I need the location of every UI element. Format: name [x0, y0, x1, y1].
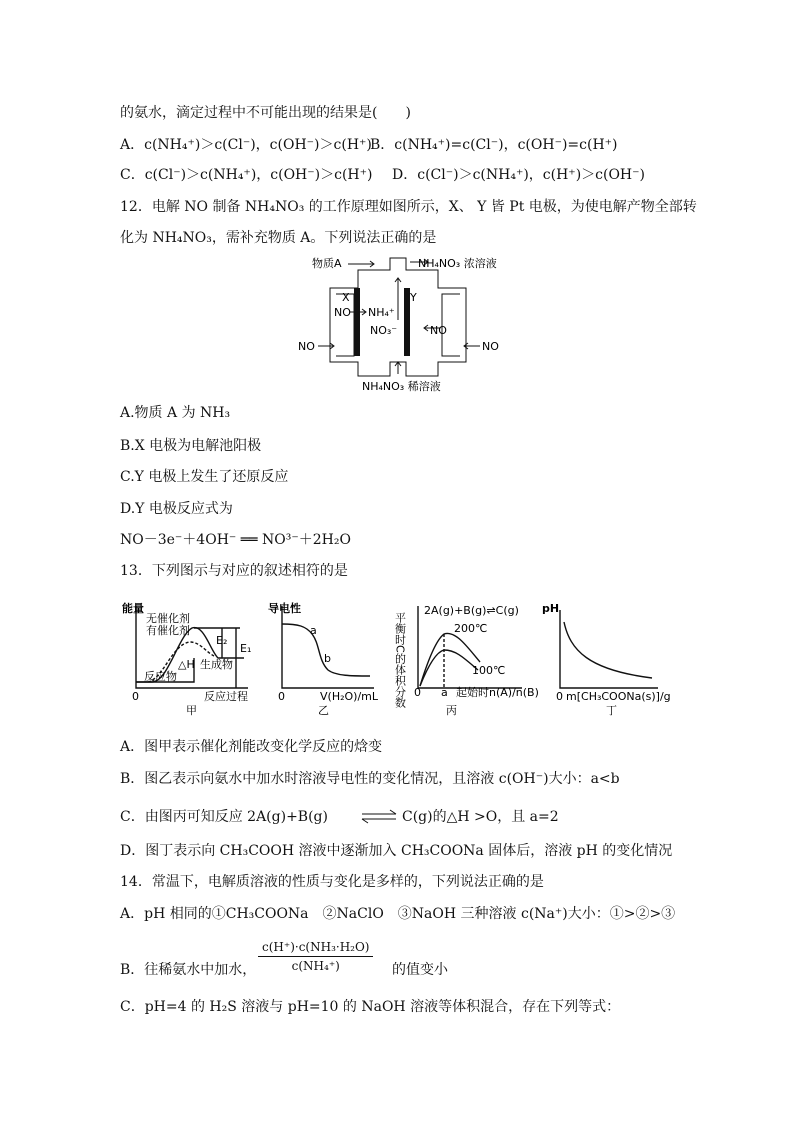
bing-xlabel: 起始时n(A)/n(B): [456, 686, 539, 699]
option-c-13-part2: C(g)的△H >O，且 a=2: [402, 809, 559, 825]
jia-e2: E₂: [216, 634, 228, 647]
figure-yi: [262, 600, 382, 718]
bing-reaction: 2A(g)+B(g)⇌C(g): [424, 604, 519, 617]
figure-jia: [118, 600, 258, 718]
fraction-denominator: c(NH₄⁺): [291, 959, 340, 973]
option-b-14-part1: B．往稀氨水中加水，: [120, 962, 257, 978]
yi-point-a: a: [310, 624, 317, 637]
option-b-12: B.X 电极为电解池阳极: [120, 438, 262, 454]
nh4-ion: NH₄⁺: [368, 306, 395, 319]
feed-label: NH₄NO₃ 稀溶液: [362, 380, 441, 393]
bing-a: a: [441, 686, 448, 699]
ding-xlabel: m[CH₃COONa(s)]/g: [566, 690, 671, 703]
option-c-13-part1: C．由图丙可知反应 2A(g)+B(g): [120, 809, 328, 825]
substance-a-label: 物质A: [312, 257, 342, 270]
option-b-11: B．c(NH₄⁺)=c(Cl⁻)，c(OH⁻)=c(H⁺): [370, 137, 618, 153]
bing-t200: 200℃: [454, 622, 488, 635]
question-14: 14．常温下，电解质溶液的性质与变化是多样的，下列说法正确的是: [120, 874, 544, 890]
figure-bing: [393, 600, 539, 718]
option-c-11: C．c(Cl⁻)＞c(NH₄⁺)，c(OH⁻)＞c(H⁺): [120, 167, 373, 183]
option-a-13: A．图甲表示催化剂能改变化学反应的焓变: [120, 739, 383, 755]
no-inner-right: NO: [430, 324, 447, 337]
electrode-x-label: X: [342, 291, 350, 304]
question-12-line2: 化为 NH₄NO₃，需补充物质 A。下列说法正确的是: [120, 230, 437, 246]
option-c-12: C.Y 电极上发生了还原反应: [120, 469, 289, 485]
option-a-11: A．c(NH₄⁺)＞c(Cl⁻)，c(OH⁻)＞c(H⁺): [120, 137, 372, 153]
option-d-12: D.Y 电极反应式为: [120, 501, 233, 517]
option-a-14: A．pH 相同的①CH₃COONa ②NaClO ③NaOH 三种溶液 c(Na⁺)大小：①>②>③: [120, 906, 676, 922]
option-b-14-part2: 的值变小: [392, 962, 448, 978]
equilibrium-arrow: [360, 808, 400, 824]
question-13: 13．下列图示与对应的叙述相符的是: [120, 563, 348, 579]
yi-xlabel: V(H₂O)/mL: [320, 690, 378, 703]
line-continuation: 的氨水，滴定过程中不可能出现的结果是( ): [120, 105, 411, 121]
yi-origin: 0: [278, 690, 285, 703]
jia-caption: 甲: [186, 704, 197, 717]
jia-dh: △H: [178, 658, 195, 671]
jia-xlabel: 反应过程: [204, 690, 248, 703]
ding-caption: 丁: [606, 704, 617, 717]
option-d-13: D．图丁表示向 CH₃COOH 溶液中逐渐加入 CH₃COONa 固体后，溶液 pH 的变化情况: [120, 843, 673, 859]
equation-12: NO－3e⁻＋4OH⁻ ══ NO³⁻＋2H₂O: [120, 532, 351, 548]
yi-point-b: b: [324, 652, 331, 665]
electrolysis-cell-diagram: [290, 250, 520, 395]
jia-e1: E₁: [240, 642, 252, 655]
jia-curve2: 有催化剂: [146, 624, 190, 637]
bing-origin: 0: [414, 686, 421, 699]
option-d-11: D．c(Cl⁻)＞c(NH₄⁺)，c(H⁺)＞c(OH⁻): [392, 167, 645, 183]
jia-reactant: 反应物: [144, 670, 177, 683]
fraction-numerator: c(H⁺)·c(NH₃·H₂O): [258, 940, 373, 957]
option-b-13: B．图乙表示向氨水中加水时溶液导电性的变化情况，且溶液 c(OH⁻)大小：a<b: [120, 771, 620, 787]
concentration-fraction: [258, 940, 373, 973]
bing-t100: 100℃: [472, 664, 506, 677]
ding-origin: 0: [556, 690, 563, 703]
yi-ylabel: 导电性: [268, 602, 301, 615]
electrode-y-label: Y: [410, 291, 417, 304]
jia-origin: 0: [132, 690, 139, 703]
no-inner-left: NO: [334, 306, 351, 319]
jia-product: 生成物: [200, 658, 233, 671]
ding-ylabel: pH: [542, 602, 560, 615]
figure-ding: [540, 600, 680, 718]
product-label: NH₄NO₃ 浓溶液: [418, 257, 497, 270]
question-12-line1: 12．电解 NO 制备 NH₄NO₃ 的工作原理如图所示，X、 Y 皆 Pt 电极，为使电解产物全部转: [120, 199, 697, 215]
bing-caption: 丙: [446, 704, 457, 717]
option-c-14: C．pH=4 的 H₂S 溶液与 pH=10 的 NaOH 溶液等体积混合，存在下列等式：: [120, 999, 621, 1015]
yi-caption: 乙: [318, 704, 329, 717]
no-feed-left: NO: [298, 340, 315, 353]
jia-ylabel: 能量: [122, 602, 144, 615]
no-feed-right: NO: [482, 340, 499, 353]
no3-ion: NO₃⁻: [370, 324, 398, 337]
option-a-12: A.物质 A 为 NH₃: [120, 405, 231, 421]
bing-ylabel: 平衡时C的体积分数: [393, 612, 407, 708]
jia-curve1: 无催化剂: [146, 612, 190, 625]
